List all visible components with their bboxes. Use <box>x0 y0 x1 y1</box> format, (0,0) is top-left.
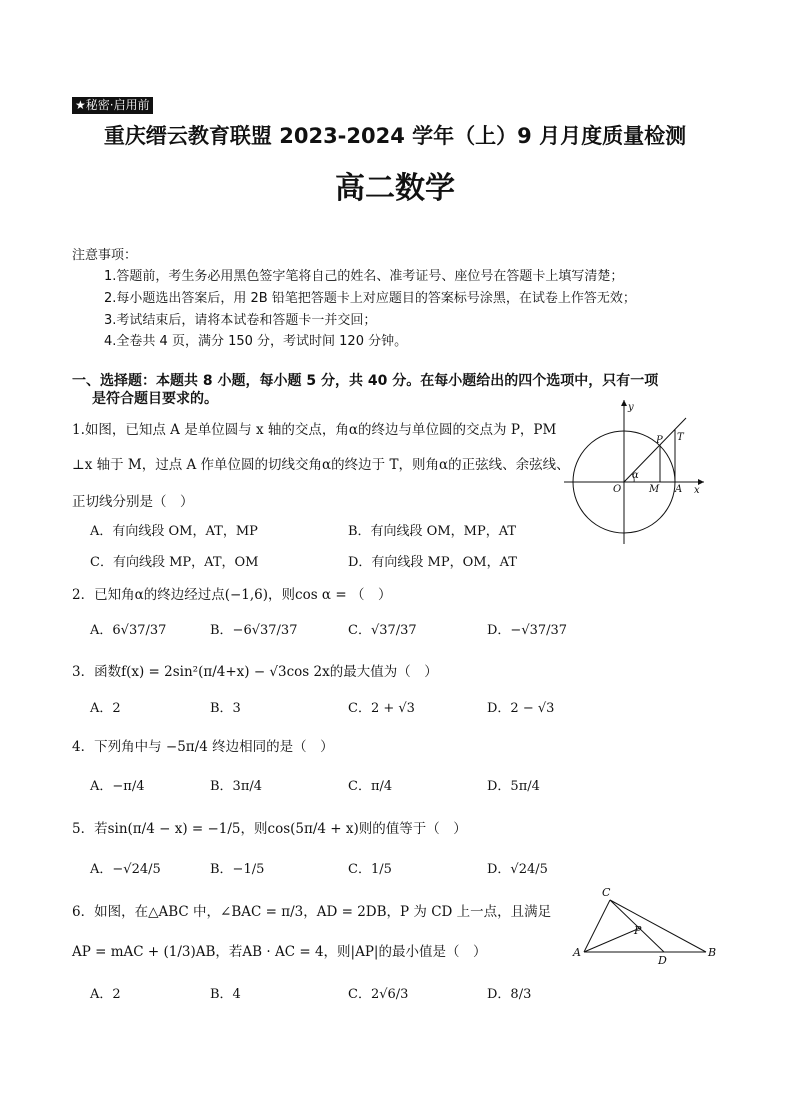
fig1-label: x <box>694 485 700 496</box>
q4-option-d: D．5π/4 <box>487 779 540 794</box>
q5-option-b: B．−1/5 <box>210 862 265 877</box>
q6-option-c: C．2√6/3 <box>348 987 409 1002</box>
q1-stem-line3: 正切线分别是（ ） <box>72 494 194 510</box>
exam-title: 重庆缙云教育联盟 2023-2024 学年（上）9 月月度质量检测 <box>103 124 687 148</box>
subject-title: 高二数学 <box>335 171 455 206</box>
q3-option-b: B．3 <box>210 701 241 716</box>
q2-option-c: C．√37/37 <box>348 623 417 638</box>
fig6-label: C <box>602 886 611 899</box>
notice-item: 4.全卷共 4 页，满分 150 分，考试时间 120 分钟。 <box>104 334 408 349</box>
q5-stem: 5．若sin(π/4 − x) = −1/5，则cos(5π/4 + x)则的值等于（ ） <box>72 821 467 837</box>
triangle-figure <box>568 884 720 968</box>
q2-option-b: B．−6√37/37 <box>210 623 298 638</box>
notice-item: 2.每小题选出答案后，用 2B 铅笔把答题卡上对应题目的答案标号涂黑，在试卷上作答无效； <box>104 291 636 306</box>
fig1-label: M <box>649 484 660 495</box>
fig1-label: T <box>677 432 684 443</box>
fig1-label: A <box>675 484 683 495</box>
fig6-label: A <box>573 946 581 959</box>
fig1-label: α <box>632 470 639 481</box>
q2-stem: 2．已知角α的终边经过点(−1,6)，则cos α = （ ） <box>72 587 392 603</box>
q4-option-a: A．−π/4 <box>90 779 145 794</box>
q5-option-c: C．1/5 <box>348 862 392 877</box>
q4-option-b: B．3π/4 <box>210 779 263 794</box>
unit-circle-figure <box>562 396 712 546</box>
q4-option-c: C．π/4 <box>348 779 393 794</box>
q6-stem-line2: AP = mAC + (1/3)AB，若AB · AC = 4，则|AP|的最小值是（ ） <box>72 944 487 960</box>
fig6-label: D <box>658 954 667 967</box>
notice-item: 1.答题前，考生务必用黑色签字笔将自己的姓名、准考证号、座位号在答题卡上填写清楚； <box>104 269 624 284</box>
q3-option-a: A．2 <box>90 701 121 716</box>
q5-option-a: A．−√24/5 <box>90 862 161 877</box>
q3-option-d: D．2 − √3 <box>487 701 555 716</box>
confidential-badge: ★秘密·启用前 <box>72 97 153 114</box>
q6-stem-line1: 6．如图，在△ABC 中，∠BAC = π/3，AD = 2DB，P 为 CD 上一点，且满足 <box>72 904 552 920</box>
fig6-label: B <box>708 946 717 959</box>
fig6-label: P <box>634 924 642 937</box>
q5-option-d: D．√24/5 <box>487 862 548 877</box>
notice-item: 3.考试结束后，请将本试卷和答题卡一并交回； <box>104 313 377 328</box>
q6-option-a: A．2 <box>90 987 121 1002</box>
q3-option-c: C．2 + √3 <box>348 701 415 716</box>
fig1-label: y <box>628 402 634 413</box>
q1-option-d: D．有向线段 MP，OM，AT <box>348 555 517 570</box>
section-heading-cont: 是符合题目要求的。 <box>92 391 218 407</box>
section-heading: 一、选择题：本题共 8 小题，每小题 5 分，共 40 分。在每小题给出的四个选项中，只有一项 <box>72 373 659 389</box>
q1-option-b: B．有向线段 OM，MP，AT <box>348 524 517 539</box>
q4-stem: 4．下列角中与 −5π/4 终边相同的是（ ） <box>72 739 334 755</box>
q6-option-d: D．8/3 <box>487 987 532 1002</box>
q6-option-b: B．4 <box>210 987 241 1002</box>
q2-option-d: D．−√37/37 <box>487 623 568 638</box>
notice-heading: 注意事项： <box>72 248 138 263</box>
q1-option-a: A．有向线段 OM，AT，MP <box>90 524 258 539</box>
fig1-label: P <box>656 435 663 446</box>
q3-stem: 3．函数f(x) = 2sin²(π/4+x) − √3cos 2x的最大值为（ ） <box>72 664 438 680</box>
q1-stem-line2: ⊥x 轴于 M，过点 A 作单位圆的切线交角α的终边于 T，则角α的正弦线、余弦线、 <box>72 457 570 473</box>
fig1-label: O <box>613 484 622 495</box>
q1-stem-line1: 1.如图，已知点 A 是单位圆与 x 轴的交点，角α的终边与单位圆的交点为 P，PM <box>72 422 557 438</box>
q1-option-c: C．有向线段 MP，AT，OM <box>90 555 259 570</box>
q2-option-a: A．6√37/37 <box>90 623 167 638</box>
